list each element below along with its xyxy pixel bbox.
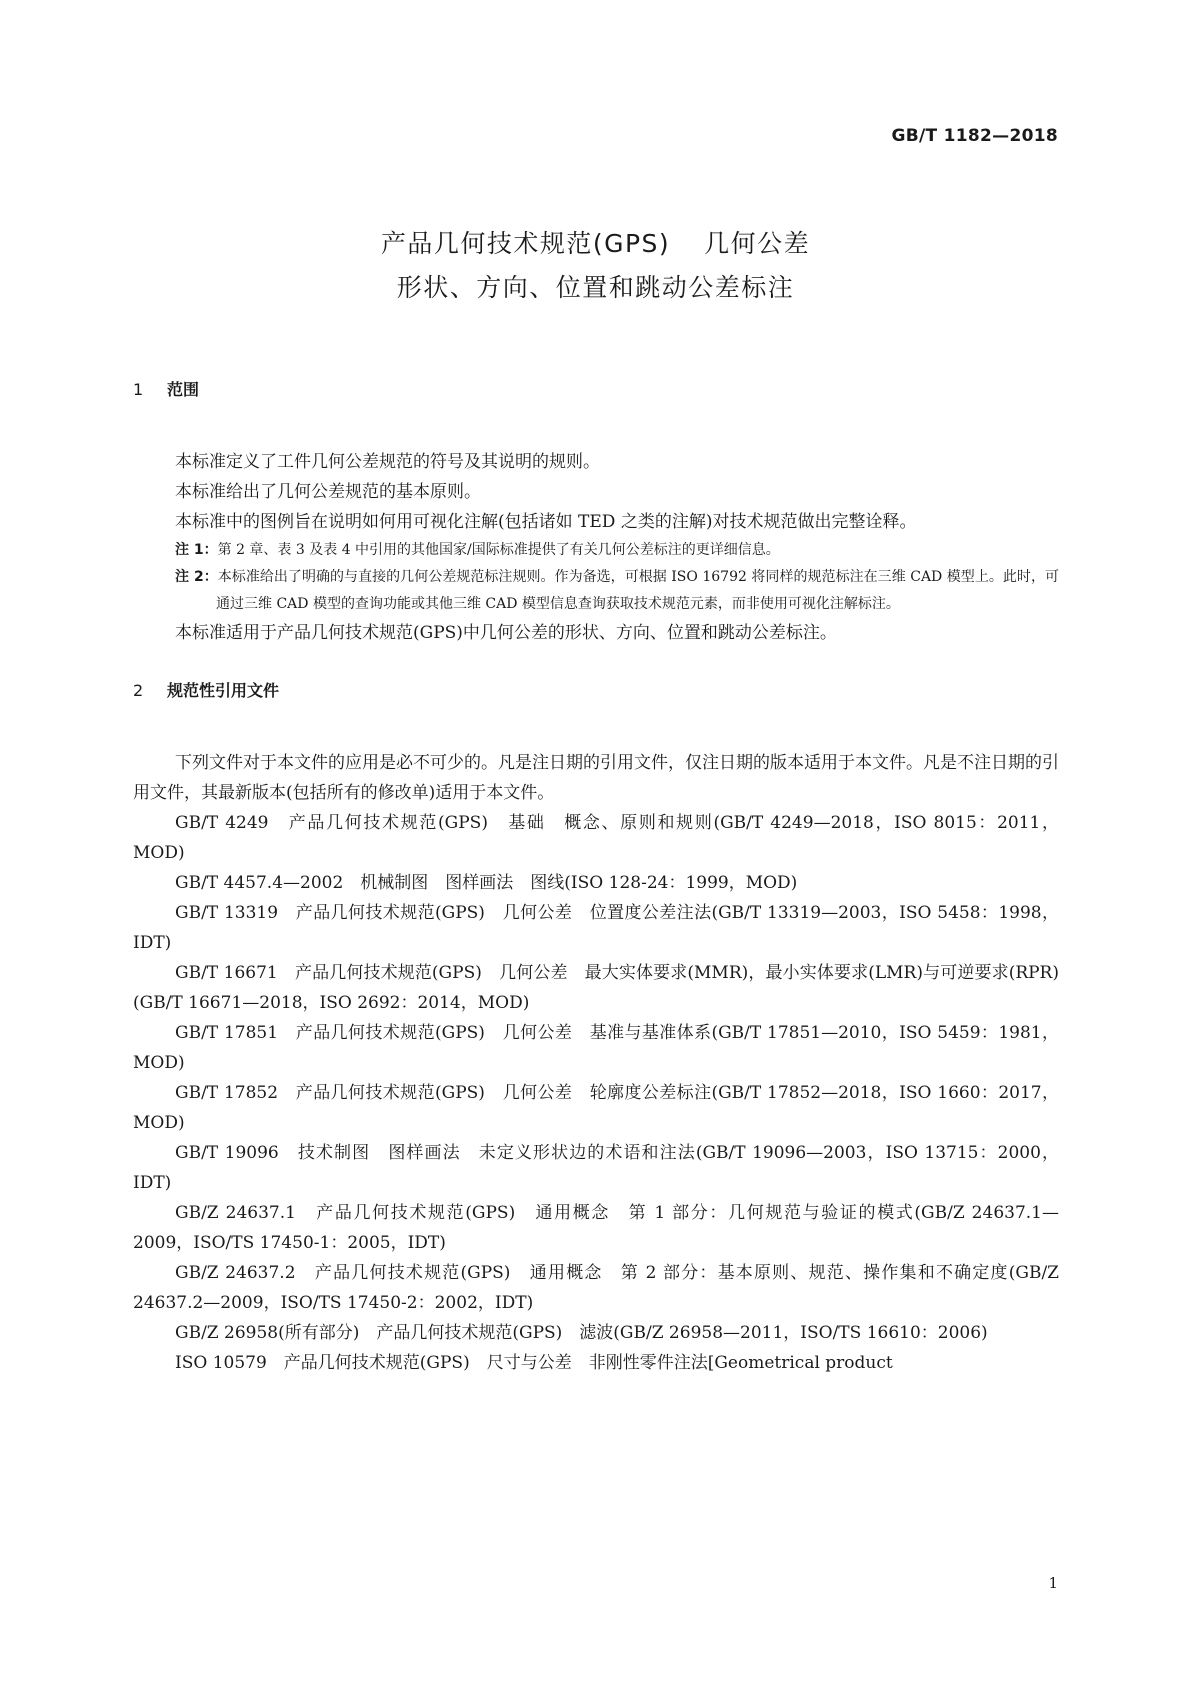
standard-number-header: GB/T 1182—2018 xyxy=(891,126,1058,146)
note-text: 本标准给出了明确的与直接的几何公差规范标注规则。作为备选，可根据 ISO 16792 将同样的规范标注在三维 CAD 模型上。此时，可通过三维 CAD 模型的查询功能或其他三维 CAD 模型信息查询获取技术规范元素，而非使用可视化注解标注。 xyxy=(216,569,1059,612)
reference-item: ISO 10579 产品几何技术规范(GPS) 尺寸与公差 非刚性零件注法[Geometrical product xyxy=(175,1353,893,1373)
reference-item: GB/T 19096 技术制图 图样画法 未定义形状边的术语和注法(GB/T 19096—2003，ISO 13715：2000，IDT) xyxy=(133,1143,1059,1193)
title-part-1: 产品几何技术规范(GPS) xyxy=(380,229,671,258)
reference-item: GB/T 13319 产品几何技术规范(GPS) 几何公差 位置度公差注法(GB/T 13319—2003，ISO 5458：1998，IDT) xyxy=(133,903,1059,953)
document-title xyxy=(0,222,1191,310)
reference-item: GB/T 4457.4—2002 机械制图 图样画法 图线(ISO 128-24：1999，MOD) xyxy=(175,873,798,893)
references-intro: 下列文件对于本文件的应用是必不可少的。凡是注日期的引用文件，仅注日期的版本适用于本文件。凡是不注日期的引用文件，其最新版本(包括所有的修改单)适用于本文件。 xyxy=(133,753,1059,803)
section-1-heading xyxy=(133,375,1059,405)
section-1-title: 范围 xyxy=(167,380,200,399)
note-label: 注 2： xyxy=(175,569,218,585)
section-2-title: 规范性引用文件 xyxy=(167,681,280,700)
reference-item: GB/Z 24637.1 产品几何技术规范(GPS) 通用概念 第 1 部分：几何规范与验证的模式(GB/Z 24637.1—2009，ISO/TS 17450-1：2005，IDT) xyxy=(133,1203,1059,1253)
scope-paragraph: 本标准定义了工件几何公差规范的符号及其说明的规则。 xyxy=(175,452,600,472)
note-2 xyxy=(133,564,1059,618)
title-line-2: 形状、方向、位置和跳动公差标注 xyxy=(396,273,795,302)
title-part-2: 几何公差 xyxy=(704,229,811,258)
reference-item: GB/T 16671 产品几何技术规范(GPS) 几何公差 最大实体要求(MMR)，最小实体要求(LMR)与可逆要求(RPR)(GB/T 16671—2018，ISO 2692：2014，MOD) xyxy=(133,963,1059,1013)
section-1-number: 1 xyxy=(133,380,144,399)
page-number: 1 xyxy=(1048,1574,1058,1592)
section-2-number: 2 xyxy=(133,681,144,700)
scope-paragraph: 本标准中的图例旨在说明如何用可视化注解(包括诸如 TED 之类的注解)对技术规范做出完整诠释。 xyxy=(175,512,917,532)
reference-item: GB/Z 24637.2 产品几何技术规范(GPS) 通用概念 第 2 部分：基本原则、规范、操作集和不确定度(GB/Z 24637.2—2009，ISO/TS 17450-2：2002，IDT) xyxy=(133,1263,1059,1313)
document-body xyxy=(133,375,1059,1378)
reference-item: GB/T 17851 产品几何技术规范(GPS) 几何公差 基准与基准体系(GB/T 17851—2010，ISO 5459：1981，MOD) xyxy=(133,1023,1059,1073)
note-text: 第 2 章、表 3 及表 4 中引用的其他国家/国际标准提供了有关几何公差标注的更详细信息。 xyxy=(217,542,780,558)
reference-item: GB/Z 26958(所有部分) 产品几何技术规范(GPS) 滤波(GB/Z 26958—2011，ISO/TS 16610：2006) xyxy=(175,1323,988,1343)
note-1 xyxy=(133,537,1059,564)
scope-closing-paragraph: 本标准适用于产品几何技术规范(GPS)中几何公差的形状、方向、位置和跳动公差标注。 xyxy=(175,623,837,643)
reference-item: GB/T 4249 产品几何技术规范(GPS) 基础 概念、原则和规则(GB/T 4249—2018，ISO 8015：2011，MOD) xyxy=(133,813,1059,863)
note-label: 注 1： xyxy=(175,542,218,558)
title-line-1 xyxy=(0,222,1191,266)
section-2-heading xyxy=(133,676,1059,706)
reference-item: GB/T 17852 产品几何技术规范(GPS) 几何公差 轮廓度公差标注(GB/T 17852—2018，ISO 1660：2017，MOD) xyxy=(133,1083,1059,1133)
scope-paragraph: 本标准给出了几何公差规范的基本原则。 xyxy=(175,482,481,502)
